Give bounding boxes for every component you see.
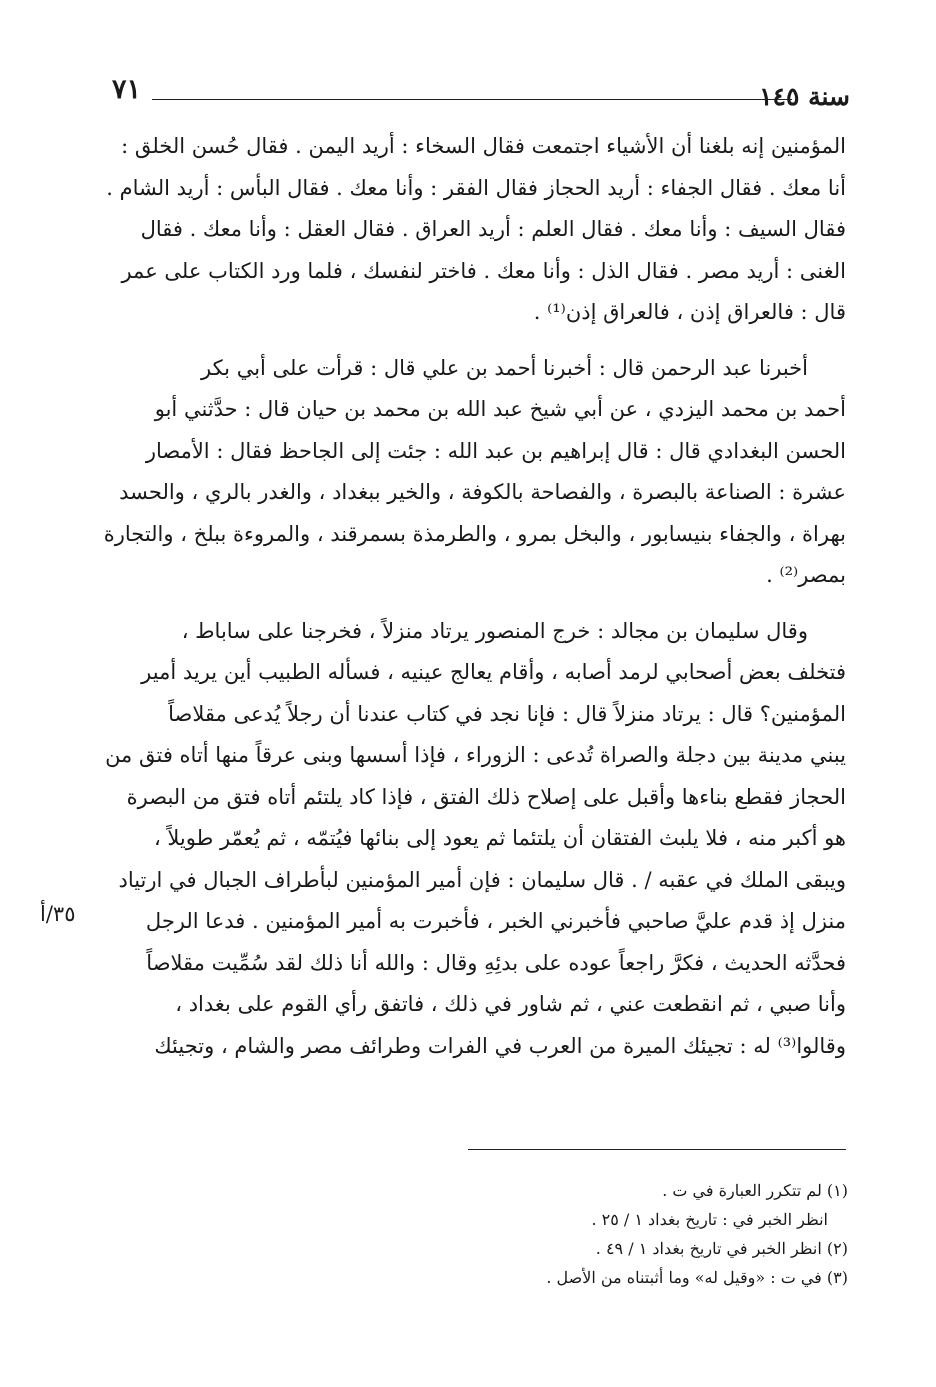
- text-line: يبني مدينة بين دجلة والصراة تُدعى : الزوراء ، فإذا أسسها وبنى عرقاً منها أتاه فتق من: [105, 743, 846, 767]
- page-number: ٧١: [112, 74, 142, 105]
- footnote: (٣) في ت : «وقيل له» وما أثبتناه من الأصل .: [546, 1268, 848, 1287]
- text-line: فقال السيف : وأنا معك . فقال العلم : أريد العراق . فقال العقل : وأنا معك . فقال: [140, 217, 846, 241]
- text-line: الحجاز فقطع بناءها وأقبل على إصلاح ذلك الفتق ، فإذا كاد يلتئم أتاه فتق من البصرة: [126, 784, 846, 809]
- footnote: انظر الخبر في : تاريخ بغداد ١ / ٢٥ .: [591, 1210, 828, 1229]
- footnote-rule: [468, 1149, 846, 1150]
- text-line: هو أكبر منه ، فلا يلبث الفتقان أن يلتئما ثم يعود إلى بنائها فيُتمّه ، ثم يُعمّر طويلاً ،: [153, 826, 846, 850]
- text-line: المؤمنين إنه بلغنا أن الأشياء اجتمعت فقال السخاء : أريد اليمن . فقال حُسن الخلق :: [121, 134, 846, 158]
- text-line: أحمد بن محمد اليزدي ، عن أبي شيخ عبد الله بن محمد بن حيان قال : حدَّثني أبو: [154, 397, 846, 421]
- text-line: المؤمنين؟ قال : يرتاد منزلاً قال : فإنا نجد في كتاب عندنا أن رجلاً يُدعى مقلاصاً: [168, 701, 846, 726]
- text-line: بهراة ، والجفاء بنيسابور ، والبخل بمرو ، والطرمذة بسمرقند ، والمروءة ببلخ ، والتجارة: [103, 521, 846, 546]
- manuscript-folio-note: ٣٥/أ: [40, 902, 76, 926]
- text-line: فحدَّثه الحديث ، فكرَّ راجعاً عوده على بدئِهِ وقال : والله أنا ذلك لقد سُمِّيت مقلاصاً: [146, 950, 846, 975]
- header-rule: [152, 99, 792, 100]
- text-line: وأنا صبي ، ثم انقطعت عني ، ثم شاور في ذلك ، فاتفق رأي القوم على بغداد ،: [175, 992, 846, 1016]
- text-line: الغنى : أريد مصر . فقال الذل : وأنا معك . فاختر لنفسك ، فلما ورد الكتاب على عمر: [121, 258, 846, 283]
- text-line: قال : فالعراق إذن ، فالعراق إذن⁽¹⁾ .: [533, 300, 846, 324]
- text-line: عشرة : الصناعة بالبصرة ، والفصاحة بالكوفة ، والخير ببغداد ، والغدر بالري ، والحسد: [119, 480, 846, 504]
- text-line: وقالوا⁽³⁾ له : تجيئك الميرة من العرب في الفرات وطرائف مصر والشام ، وتجيئك: [154, 1033, 846, 1058]
- footnotes: [88, 1176, 848, 1292]
- footnote: (١) لم تتكرر العبارة في ت .: [662, 1181, 848, 1200]
- paragraph: [86, 611, 846, 1068]
- text-line: بمصر⁽²⁾ .: [766, 563, 846, 587]
- footnote: (٢) انظر الخبر في تاريخ بغداد ١ / ٤٩ .: [595, 1239, 848, 1258]
- text-line: أنا معك . فقال الجفاء : أريد الحجاز فقال الفقر : وأنا معك . فقال البأس : أريد الشام .: [106, 175, 846, 200]
- text-line: ويبقى الملك في عقبه / . قال سليمان : فإن أمير المؤمنين لبأطراف الجبال في ارتياد: [118, 867, 846, 892]
- paragraph: [86, 348, 846, 597]
- paragraph: [86, 126, 846, 334]
- text-line: الحسن البغدادي قال : قال إبراهيم بن عبد الله : جئت إلى الجاحظ فقال : الأمصار: [145, 438, 846, 463]
- text-line: منزل إذ قدم عليَّ صاحبي فأخبرني الخبر ، فأخبرت به أمير المؤمنين . فدعا الرجل: [145, 909, 846, 933]
- text-line: فتخلف بعض أصحابي لرمد أصابه ، وأقام يعالج عينيه ، فسأله الطبيب أين يريد أمير: [141, 660, 846, 684]
- body-text: [86, 126, 846, 1067]
- text-line: وقال سليمان بن مجالد : خرج المنصور يرتاد منزلاً ، فخرجنا على ساباط ،: [181, 618, 808, 643]
- text-line: أخبرنا عبد الرحمن قال : أخبرنا أحمد بن علي قال : قرأت على أبي بكر: [200, 355, 808, 380]
- running-header-title: سنة ١٤٥: [759, 82, 850, 111]
